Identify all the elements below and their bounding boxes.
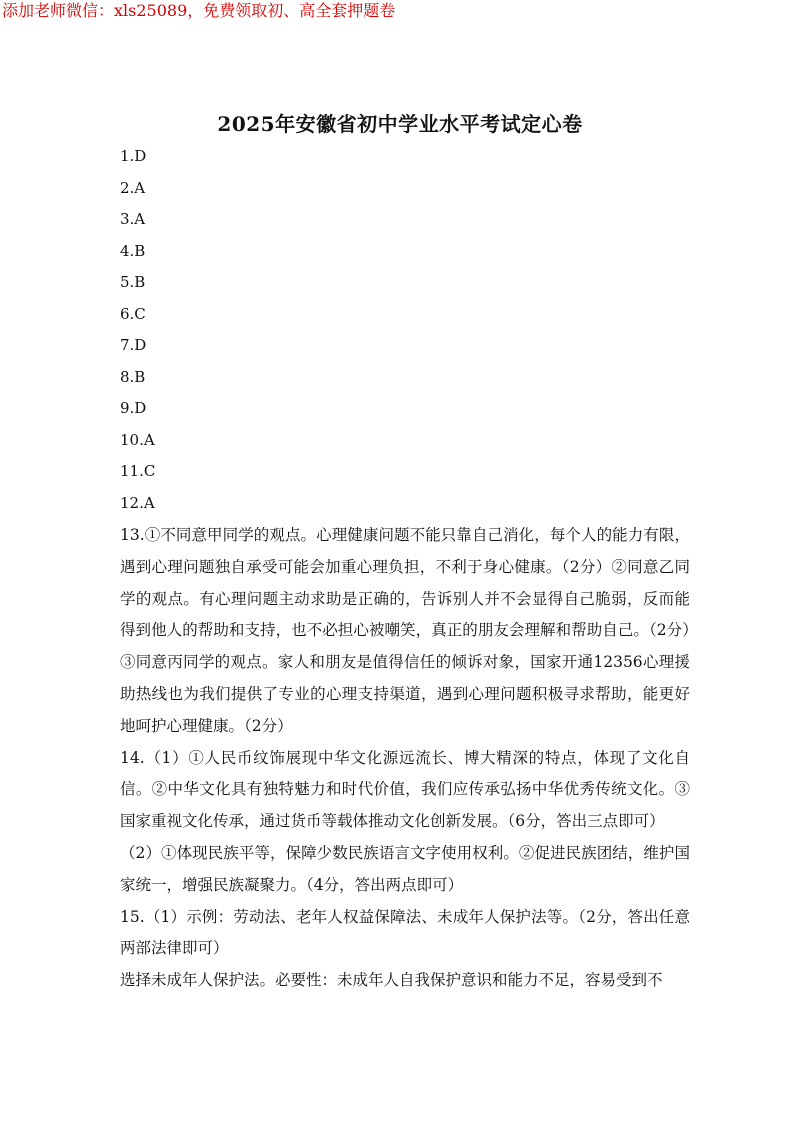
- page-title: 2025年安徽省初中学业水平考试定心卷: [217, 112, 583, 136]
- answer-paragraph-14-2: （2）①体现民族平等，保障少数民族语言文字使用权利。②促进民族团结，维护国家统一，增强民族凝聚力。（4分，答出两点即可）: [120, 843, 690, 894]
- answer-paragraph-14-1: 14.（1）①人民币纹饰展现中华文化源远流长、博大精深的特点，体现了文化自信。②中华文化具有独特魅力和时代价值，我们应传承弘扬中华优秀传统文化。③国家重视文化传承，通过货币等载体推动文化创新发展。（6分，答出三点即可）: [120, 748, 690, 831]
- answer-item: 8.B: [120, 367, 146, 386]
- answer-item: 3.A: [120, 210, 146, 228]
- answer-item: 1.D: [120, 147, 147, 165]
- answer-item: 10.A: [120, 430, 155, 449]
- answer-item: 12.A: [120, 493, 155, 512]
- answer-item: 4.B: [120, 241, 146, 260]
- answer-list: [120, 146, 155, 524]
- watermark-text: 添加老师微信：xls25089，免费领取初、高全套押题卷: [2, 1, 396, 20]
- answer-paragraph-15-cont: 选择未成年人保护法。必要性：未成年人自我保护意识和能力不足，容易受到不: [120, 971, 663, 990]
- answer-paragraph-15-1: 15.（1）示例：劳动法、老年人权益保障法、未成年人保护法等。（2分，答出任意两部法律即可）: [120, 907, 690, 958]
- answer-explanations: [120, 520, 690, 997]
- answer-item: 5.B: [120, 273, 146, 291]
- answer-item: 9.D: [120, 399, 147, 417]
- answer-paragraph-13: 13.①不同意甲同学的观点。心理健康问题不能只靠自己消化，每个人的能力有限，遇到心理问题独自承受可能会加重心理负担，不利于身心健康。（2分）②同意乙同学的观点。有心理问题主动求助是正确的，告诉别人并不会显得自己脆弱，反而能得到他人的帮助和支持，也不必担心被嘲笑，真正的朋友会理解和帮助自己。（2分）③同意丙同学的观点。家人和朋友是值得信任的倾诉对象，国家开通12356心理援助热线也为我们提供了专业的心理支持渠道，遇到心理问题积极寻求帮助，能更好地呵护心理健康。（2分）: [120, 526, 690, 735]
- answer-item: 7.D: [120, 336, 147, 354]
- answer-item: 6.C: [120, 304, 146, 323]
- answer-item: 11.C: [120, 462, 156, 480]
- answer-item: 2.A: [120, 178, 146, 197]
